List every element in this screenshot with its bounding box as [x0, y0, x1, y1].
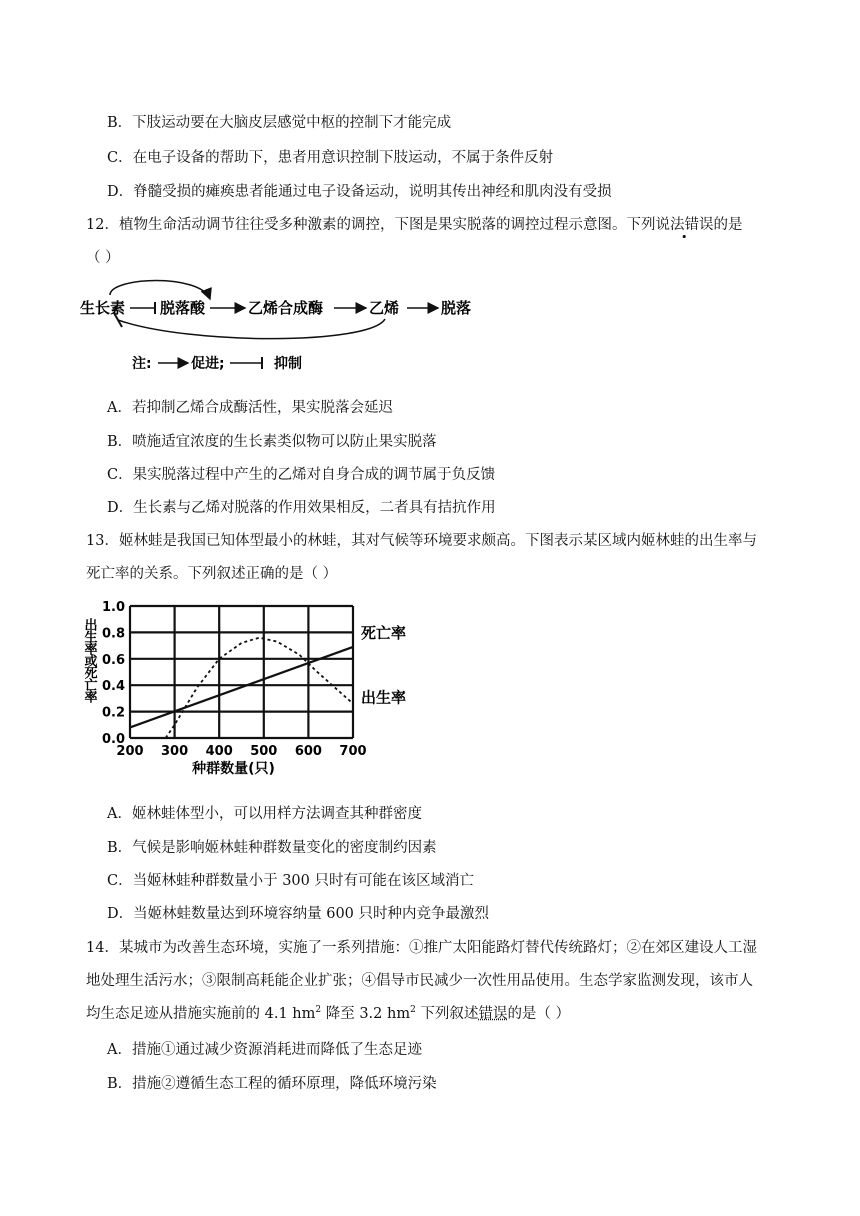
- x-tick-label: 500: [250, 744, 278, 759]
- x-tick-label: 400: [205, 744, 233, 759]
- series-label: 出生率: [361, 688, 407, 707]
- q14-stem3-part-b: 降至 3.2 hm: [321, 1006, 411, 1022]
- series-line-1: [166, 638, 353, 738]
- legend-promote-label: 促进;: [191, 356, 225, 372]
- y-tick-label: 0.2: [101, 705, 125, 721]
- q14-stem-line1: 14．某城市为改善生态环境，实施了一系列措施：①推广太阳能路灯替代传统路灯；②在郊区建设人工湿: [86, 940, 757, 956]
- q14-option-b: B．措施②遵循生态工程的循环原理，降低环境污染: [107, 1076, 437, 1092]
- legend-note-label: 注:: [132, 356, 152, 372]
- q14-stem3-part-d: 的是（ ）: [507, 1006, 571, 1022]
- x-tick-label: 300: [161, 744, 189, 759]
- node-ethylene: 乙烯: [369, 299, 400, 317]
- q14-option-a: A．措施①通过减少资源消耗进而降低了生态足迹: [107, 1042, 422, 1058]
- q13-option-d: D．当姬林蛙数量达到环境容纳量 600 只时种内竞争最激烈: [107, 906, 490, 922]
- q14-stem3-part-c: 下列叙述: [415, 1006, 479, 1022]
- q12-stem-end: 的是: [713, 217, 743, 233]
- q12-option-b: B．喷施适宜浓度的生长素类似物可以防止果实脱落: [107, 434, 437, 450]
- q14-stem3-emph: 错误: [478, 1006, 508, 1022]
- series-label: 死亡率: [361, 623, 407, 642]
- node-auxin: 生长素: [80, 299, 126, 317]
- q12-answer-paren: （ ）: [86, 250, 120, 266]
- q14-stem3-part-a: 均生态足迹从措施实施前的 4.1 hm: [86, 1006, 316, 1022]
- node-abscission: 脱落: [441, 299, 472, 317]
- q12-stem-text: 12．植物生命活动调节往往受多种激素的调控，下图是果实脱落的调控过程示意图。下列说法: [86, 217, 685, 233]
- x-tick-label: 200: [116, 744, 144, 759]
- x-tick-label: 600: [294, 744, 322, 759]
- upper-curve-auxin-to-aba: [110, 281, 210, 300]
- q12-option-a: A．若抑制乙烯合成酶活性，果实脱落会延迟: [107, 400, 393, 416]
- q14-sup-2: 2: [410, 1005, 416, 1015]
- y-tick-label: 0.0: [101, 732, 125, 747]
- legend-inhibit-label: 抑制: [274, 356, 302, 372]
- y-tick-label: 0.6: [101, 652, 125, 668]
- q13-chart: [75, 592, 435, 792]
- node-ethylene-synthase: 乙烯合成酶: [248, 299, 324, 317]
- q12-option-c: C．果实脱落过程中产生的乙烯对自身合成的调节属于负反馈: [107, 467, 496, 483]
- x-tick-label: 700: [339, 744, 367, 759]
- x-axis-label: 种群数量(只): [192, 761, 275, 777]
- q13-option-b: B．气候是影响姬林蛙种群数量变化的密度制约因素: [107, 840, 437, 856]
- lower-curve-ethylene-inhibits-auxin: [118, 319, 385, 339]
- q14-sup-1: 2: [315, 1005, 322, 1015]
- q14-stem-line3: [86, 1002, 570, 1023]
- y-axis-label: 出生率或死亡率: [81, 618, 97, 702]
- q13-option-c: C．当姬林蛙种群数量小于 300 只时有可能在该区域消亡: [107, 873, 474, 889]
- q12-stem: [86, 213, 742, 234]
- q11-option-d: D．脊髓受损的瘫痪患者能通过电子设备运动，说明其传出神经和肌肉没有受损: [107, 184, 612, 200]
- y-tick-label: 0.8: [101, 626, 125, 642]
- q13-stem-line1: 13．姬林蛙是我国已知体型最小的林蛙，其对气候等环境要求颇高。下图表示某区域内姬林蛙的出生率与: [86, 533, 757, 549]
- q12-option-d: D．生长素与乙烯对脱落的作用效果相反，二者具有拮抗作用: [107, 500, 496, 516]
- q14-stem-line2: 地处理生活污水；③限制高耗能企业扩张；④倡导市民减少一次性用品使用。生态学家监测发现，该市人: [86, 973, 753, 989]
- q11-option-c: C．在电子设备的帮助下，患者用意识控制下肢运动，不属于条件反射: [107, 150, 554, 166]
- q12-stem-emph: 错误: [684, 217, 714, 233]
- q13-stem-line2: 死亡率的关系。下列叙述正确的是（ ）: [86, 566, 338, 582]
- q11-option-b: B．下肢运动要在大脑皮层感觉中枢的控制下才能完成: [107, 115, 452, 131]
- q13-option-a: A．姬林蛙体型小，可以用样方法调查其种群密度: [107, 806, 422, 822]
- y-tick-label: 1.0: [101, 600, 125, 615]
- q12-diagram: [70, 275, 490, 385]
- node-aba: 脱落酸: [160, 299, 206, 317]
- y-tick-label: 0.4: [101, 679, 125, 695]
